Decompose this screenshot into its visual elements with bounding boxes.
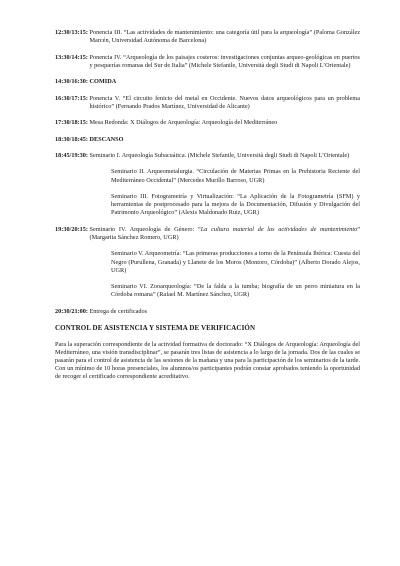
schedule-time: 17:30/18:15:	[55, 119, 88, 127]
schedule-row-5	[55, 119, 360, 127]
schedule-time: 20:30/21:00:	[55, 307, 88, 315]
schedule-text: Ponencia III. “Las actividades de mantenimiento: una categoría útil para la arqueología” (Paloma González Marcén, Universidad Autónoma de Barcelona)	[89, 29, 360, 45]
schedule-text: Ponencia IV. “Arqueología de los paisajes costeros: investigaciones conjuntas arqueo-geológicas en puertos y pesquerías romanas del Sur de Italia” (Michele Stefanile, Università degli Studi di Napoli L’Orientale)	[89, 53, 360, 69]
schedule-time: 13:30/14:15:	[55, 53, 88, 61]
section-heading: CONTROL DE ASISTENCIA Y SISTEMA DE VERIFICACIÓN	[55, 324, 256, 333]
seminar-text	[88, 226, 360, 242]
seminar-item: Seminario V. Arqueometría: “Las primeras producciones a torno de la Península Ibérica: Cuesta del Negro (Purullena, Granada) y Llanete de los Moros (Montoro, Córdoba)” (Alberto Dorado Alejos, UGR)	[111, 250, 360, 274]
schedule-text: Ponencia V. “El circuito fenicio del metal en Occidente. Nuevos datos arqueológicos para un problema histórico” (Fernando Prados Martínez, Universidad de Alicante)	[89, 94, 360, 110]
seminar-text-italic: La cultura material de las actividades de mantenimiento	[200, 225, 358, 233]
seminar-text-post: ” (Margarita Sánchez Romero, UGR)	[89, 225, 360, 241]
schedule-text: COMIDA	[89, 78, 117, 86]
schedule-time: 18:45/19:30:	[55, 151, 88, 159]
schedule-time: 16:30/17:15:	[55, 94, 88, 102]
schedule-row-6	[55, 136, 360, 144]
schedule-time: 18:30/18:45:	[55, 135, 88, 143]
schedule-row-1	[55, 29, 360, 45]
schedule-time: 12:30/13:15:	[55, 29, 88, 36]
schedule-row-4	[55, 95, 360, 111]
control-paragraph: Para la superación correspondiente de la actividad formativa de doctorado: “X Diálogos de Arqueología: Arqueología del Mediterráneo, una visión transdisciplinar”, se pasarán tres listas de asistencia a lo largo de la jornada. Dos de las cuales se pasarán para el control de asistencia de las sesiones de la mañana y una para la participación de los seminarios de la tarde. Con un mínimo de 10 horas presenciales, los alumnos/os participantes podrán constar aprobados teniendo la oportunidad de recoger el certificado correspondiente acreditativo.	[55, 340, 360, 381]
seminar-text: Seminario I. Arqueología Subacuática. (Michele Stefanile, Università degli Studi di Napoli L’Orientale)	[89, 151, 350, 159]
schedule-time: 14:30/16:30:	[55, 78, 88, 86]
schedule-row-3	[55, 78, 360, 86]
schedule-text: Entrega de certificados	[89, 307, 148, 315]
schedule-row-closing	[55, 308, 360, 316]
seminar-item: Seminario II. Arqueometalurgia. “Circulación de Materias Primas en la Prehistoria Reciente del Mediterráneo Occidental” (Mercedes Murillo Barroso, UGR)	[111, 168, 360, 184]
seminar-item: Seminario III. Fotogrametría y Virtualización: “La Aplicación de la Fotogrametría (SFM) y herramientas de postprocesado para la mejora de la Documentación, Difusión y Divulgación del Patrimonio Arqueológico” (Alexis Maldonado Ruiz, UGR)	[111, 192, 360, 217]
schedule-text: Mesa Redonda: X Diálogos de Arqueología: Arqueología del Mediterráneo	[89, 119, 278, 127]
document-page	[55, 29, 360, 382]
seminar-text-pre: Seminario IV. Arqueología de Género: “	[89, 225, 201, 233]
schedule-time: 19:30/20:15:	[55, 225, 88, 233]
seminar-item: Seminario VI. Zooarqueología: “De la falda a la tumba; biografía de un perro miniatura en la Córdoba romana” (Rafael M. Martínez Sánchez, UGR)	[111, 283, 360, 299]
schedule-text: DESCANSO	[89, 135, 124, 143]
schedule-row-2	[55, 54, 360, 70]
seminar-block-1	[55, 152, 360, 160]
seminar-block-2	[55, 226, 360, 242]
